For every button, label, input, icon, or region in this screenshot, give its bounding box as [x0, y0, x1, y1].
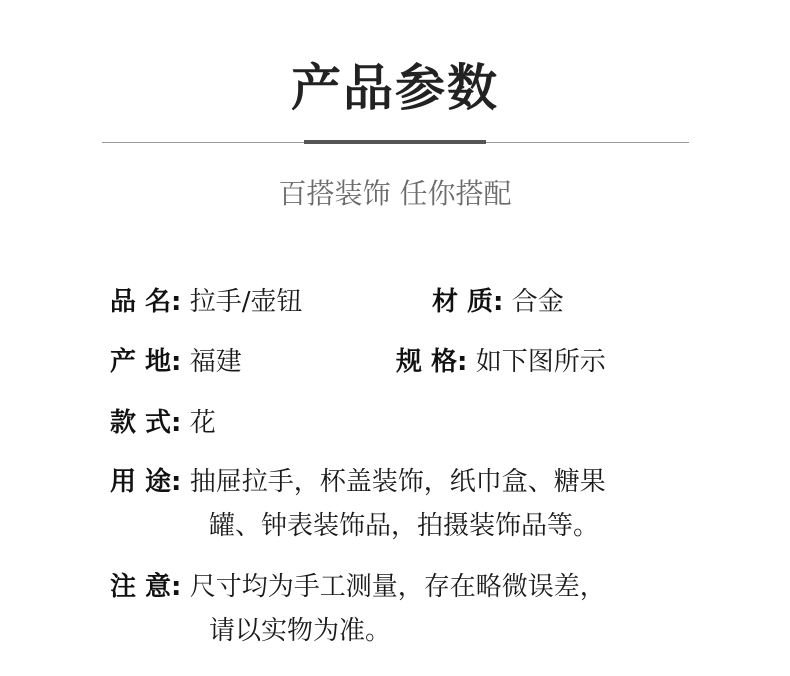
spec-style: [110, 405, 216, 441]
spec-style-label: 款 式:: [110, 408, 182, 438]
spec-size-value: 如下图所示: [475, 347, 606, 377]
spec-name-value: 拉手/壶钮: [189, 287, 303, 317]
spec-name: [110, 284, 302, 320]
spec-note-line2: 请以实物为准。: [209, 616, 392, 646]
spec-origin: [110, 344, 242, 380]
spec-note-line1: 尺寸均为手工测量，存在略微误差，: [189, 572, 606, 602]
spec-origin-value: 福建: [189, 347, 242, 377]
spec-note: [110, 569, 606, 605]
spec-usage: [110, 464, 606, 500]
spec-material-value: 合金: [511, 287, 564, 317]
spec-note-label: 注 意:: [110, 572, 182, 602]
page-title: 产品参数: [291, 58, 499, 117]
page-subtitle: 百搭装饰 任你搭配: [278, 177, 512, 210]
spec-origin-label: 产 地:: [110, 347, 182, 377]
spec-usage-label: 用 途:: [110, 467, 182, 497]
spec-size: [396, 344, 606, 380]
spec-usage-line1: 抽屉拉手，杯盖装饰，纸巾盒、糖果: [189, 467, 606, 497]
spec-name-label: 品 名:: [110, 287, 182, 317]
spec-material: [432, 284, 564, 320]
spec-style-value: 花: [189, 408, 216, 438]
spec-material-label: 材 质:: [432, 287, 504, 317]
spec-size-label: 规 格:: [396, 347, 468, 377]
spec-usage-line2: 罐、钟表装饰品，拍摄装饰品等。: [209, 511, 600, 541]
title-divider-accent: [304, 140, 486, 144]
